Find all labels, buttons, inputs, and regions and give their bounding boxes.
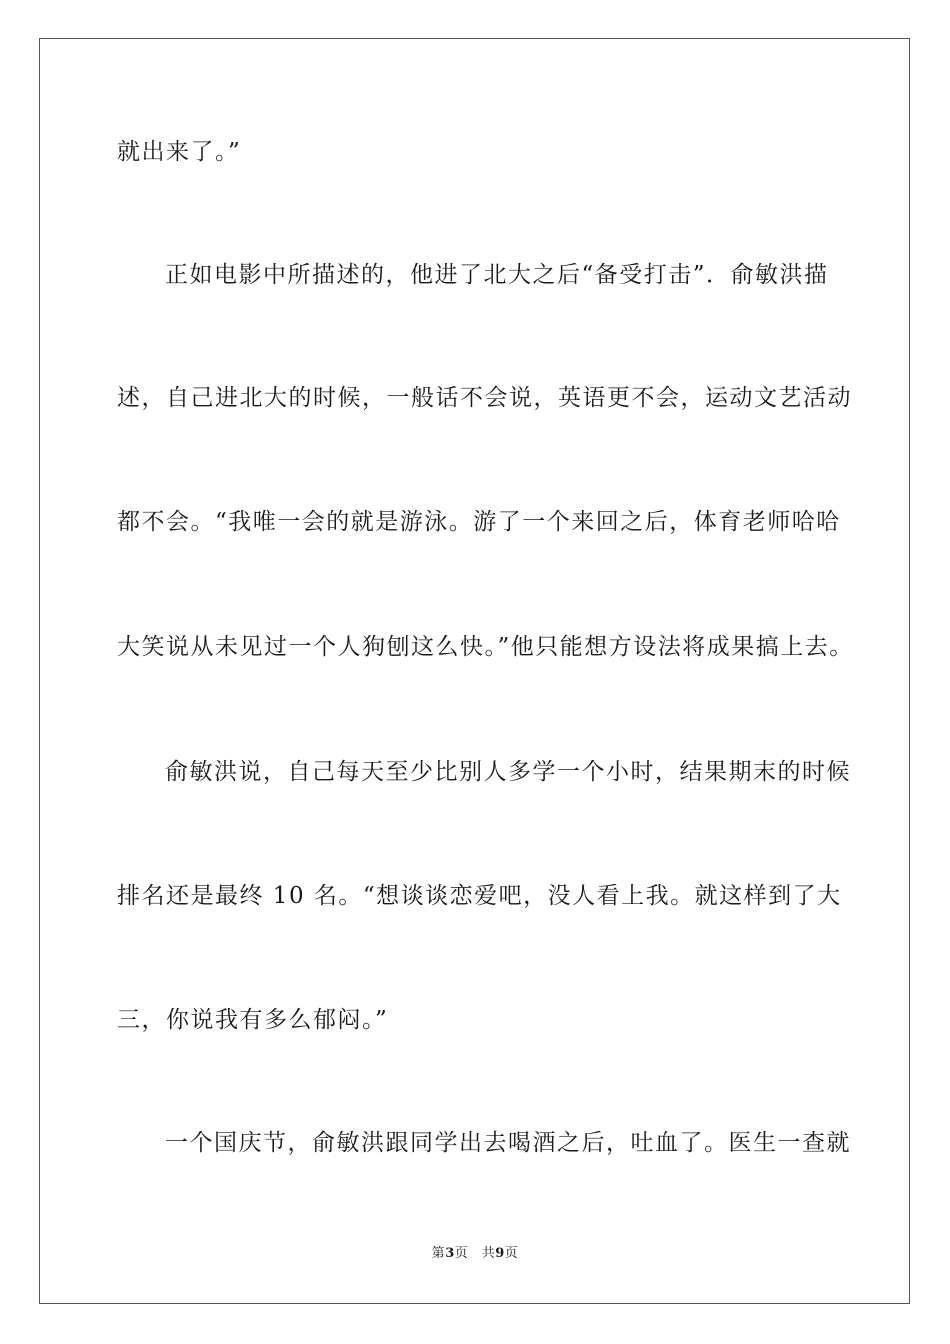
text-line-7: 排名还是最终 10 名。“想谈谈恋爱吧，没人看上我。就这样到了大 bbox=[117, 883, 842, 909]
text-line-4: 都不会。“我唯一会的就是游泳。游了一个来回之后，体育老师哈哈 bbox=[117, 509, 841, 535]
text-line-6: 俞敏洪说，自己每天至少比别人多学一个小时，结果期末的时候 bbox=[165, 759, 851, 785]
text-line-1: 就出来了。” bbox=[117, 139, 242, 165]
footer-middle: 页 共 bbox=[454, 1246, 496, 1261]
text-line-3: 述，自己进北大的时候，一般话不会说，英语更不会，运动文艺活动 bbox=[117, 385, 852, 411]
footer-suffix: 页 bbox=[504, 1246, 519, 1261]
current-page-number: 3 bbox=[445, 1246, 455, 1261]
page-border bbox=[39, 38, 910, 1304]
text-line-9: 一个国庆节，俞敏洪跟同学出去喝酒之后，吐血了。医生一查就 bbox=[165, 1130, 851, 1156]
text-line-8: 三，你说我有多么郁闷。” bbox=[117, 1007, 389, 1033]
total-pages-number: 9 bbox=[495, 1246, 505, 1261]
footer-prefix: 第 bbox=[431, 1246, 446, 1261]
text-line-5: 大笑说从未见过一个人狗刨这么快。”他只能想方设法将成果搞上去。 bbox=[117, 634, 854, 660]
page-footer bbox=[0, 1246, 950, 1262]
text-line-2: 正如电影中所描述的，他进了北大之后“备受打击”．俞敏洪描 bbox=[165, 262, 829, 288]
